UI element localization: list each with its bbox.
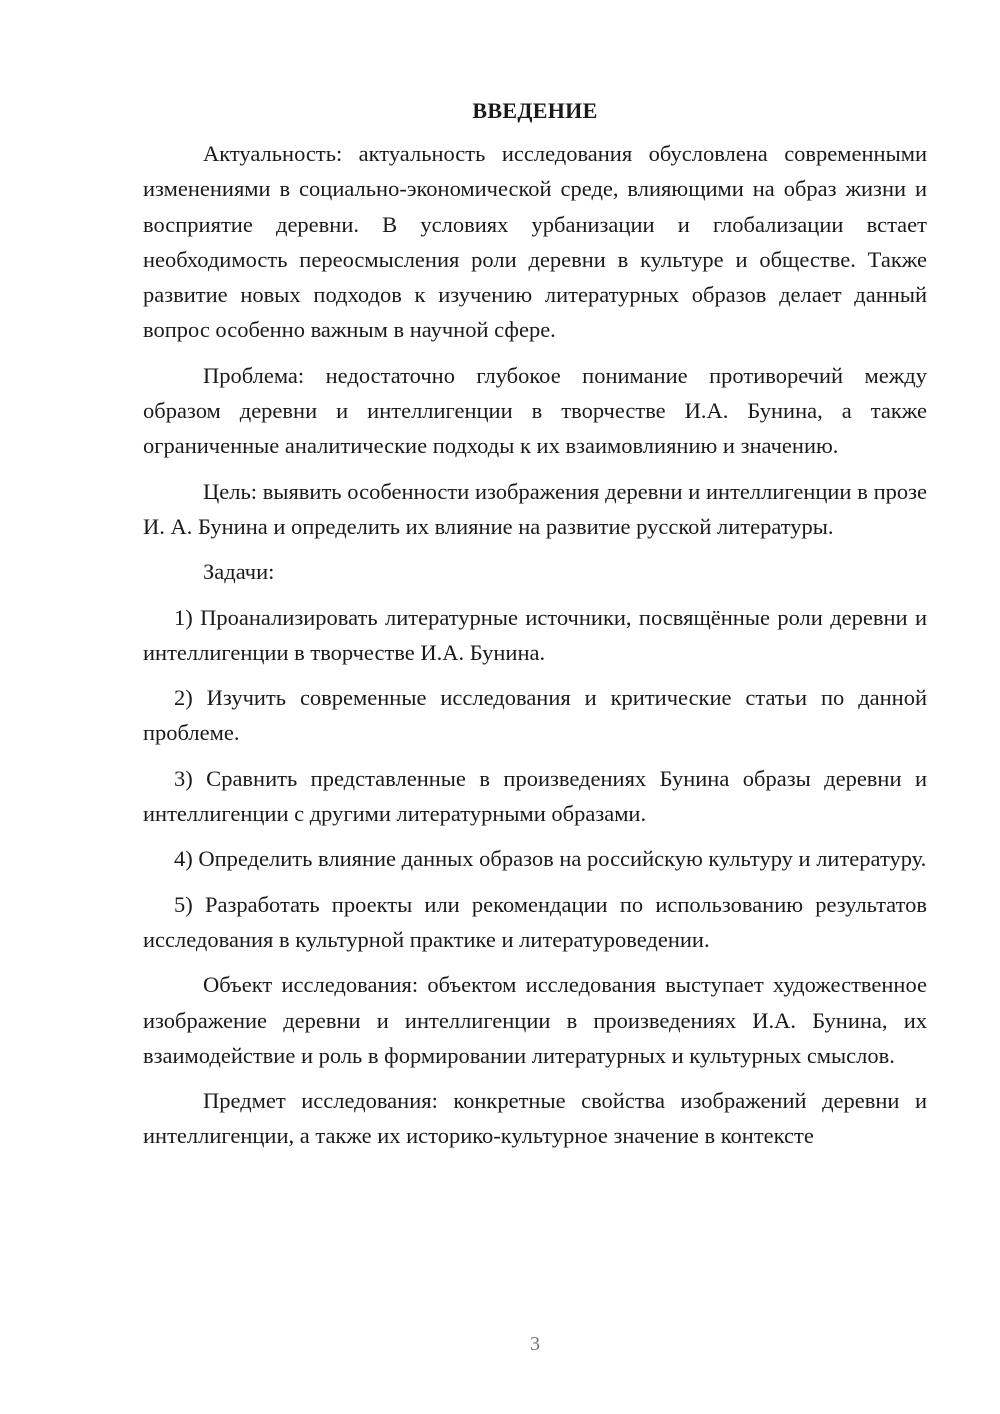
paragraph-problem: Проблема: недостаточно глубокое понимание противоречий между образом деревни и интеллигенции в творчестве И.А. Бунина, а также ограниченные аналитические подходы к их взаимовлиянию и значению. (143, 362, 927, 459)
paragraph-relevance: Актуальность: актуальность исследования обусловлена современными изменениями в социально-экономической среде, влияющими на образ жизни и восприятие деревни. В условиях урбанизации и глобализации встает необходимость переосмысления роли деревни в культуре и обществе. Также развитие новых подходов к изучению литературных образов делает данный вопрос особенно важным в научной сфере. (143, 141, 927, 343)
section-title: ВВЕДЕНИЕ (472, 98, 598, 123)
paragraph-subject: Предмет исследования: конкретные свойства изображений деревни и интеллигенции, а также их историко-культурное значение в контексте (143, 1088, 927, 1149)
task-item-2: 2) Изучить современные исследования и критические статьи по данной проблеме. (143, 685, 927, 746)
page-content (143, 94, 927, 1164)
paragraph-object: Объект исследования: объектом исследования выступает художественное изображение деревни и интеллигенции в произведениях И.А. Бунина, их взаимодействие и роль в формировании литературных и культурных смыслов. (143, 972, 927, 1068)
task-item-4: 4) Определить влияние данных образов на российскую культуру и литературу. (174, 846, 927, 872)
task-item-3: 3) Сравнить представленные в произведениях Бунина образы деревни и интеллигенции с другими литературными образами. (143, 765, 927, 827)
page-number: 3 (530, 1333, 540, 1355)
task-item-5: 5) Разработать проекты или рекомендации по использованию результатов исследования в культурной практике и литературоведении. (143, 891, 927, 952)
paragraph-goal: Цель: выявить особенности изображения деревни и интеллигенции в прозе И. А. Бунина и определить их влияние на развитие русской литературы. (143, 478, 927, 539)
tasks-heading: Задачи: (203, 559, 275, 585)
task-item-1: 1) Проанализировать литературные источники, посвящённые роли деревни и интеллигенции в творчестве И.А. Бунина. (143, 604, 927, 665)
